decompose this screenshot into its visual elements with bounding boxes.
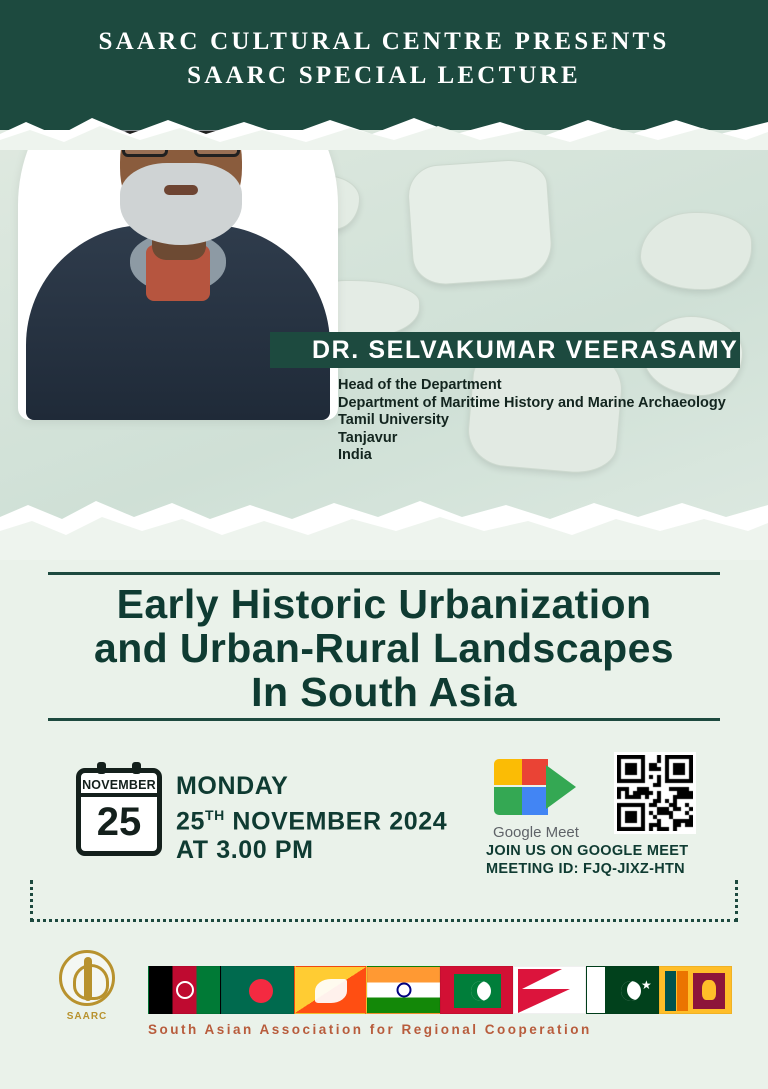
date-line (176, 801, 447, 836)
saarc-emblem-icon (59, 950, 115, 1006)
calendar-month: NOVEMBER (81, 773, 157, 797)
title-line-2: and Urban-Rural Landscapes (94, 625, 674, 671)
date-rest: NOVEMBER 2024 (224, 807, 448, 836)
affiliation-line: Head of the Department (338, 377, 502, 393)
join-line-1: JOIN US ON GOOGLE MEET (486, 843, 689, 859)
decorative-stone (406, 157, 554, 286)
schedule-text (176, 772, 447, 865)
affiliation-line: Tanjavur (338, 429, 398, 446)
time: AT 3.00 PM (176, 836, 314, 865)
google-meet-icon (488, 755, 584, 821)
title-line-1: Early Historic Urbanization (116, 581, 652, 627)
decorative-stone (640, 212, 752, 290)
weekday: MONDAY (176, 772, 289, 800)
google-meet-logo (486, 755, 586, 841)
india-flag (367, 966, 440, 1014)
affiliation-line: India (338, 447, 372, 463)
bangladesh-flag (221, 966, 294, 1014)
speaker-affiliation (338, 377, 726, 465)
torn-paper-edge-bottom (0, 455, 768, 560)
title-rule-bottom (48, 718, 720, 721)
calendar-day: 25 (96, 800, 142, 844)
pakistan-flag: ★ (586, 966, 659, 1014)
dotted-frame (30, 880, 738, 922)
saarc-logo-text: SAARC (66, 1011, 108, 1022)
maldives-flag (440, 966, 513, 1014)
torn-paper-edge-top (0, 104, 768, 150)
date-number: 25 (176, 807, 206, 836)
affiliation-line: Department of Maritime History and Marine Archaeology (338, 394, 726, 411)
title-rule-top (48, 572, 720, 575)
affiliation-line: Tamil University (338, 412, 449, 428)
qr-code[interactable] (614, 752, 696, 834)
nepal-flag (513, 966, 586, 1014)
afghanistan-flag (148, 966, 221, 1014)
poster-footer (0, 940, 768, 1089)
lecture-title (40, 582, 728, 714)
join-line-2: MEETING ID: FJQ-JIXZ-HTN (486, 861, 685, 877)
speaker-name: DR. SELVAKUMAR VEERASAMY (270, 332, 740, 368)
title-line-3: In South Asia (251, 669, 517, 715)
calendar-icon (76, 768, 162, 856)
footer-caption: South Asian Association for Regional Cooperation (148, 1022, 592, 1037)
header-line-1: SAARC CULTURAL CENTRE PRESENTS (98, 28, 670, 55)
date-suffix: TH (205, 807, 225, 823)
saarc-logo (44, 950, 130, 1022)
member-flags (148, 966, 732, 1014)
bhutan-flag (294, 966, 367, 1014)
srilanka-flag (659, 966, 732, 1014)
join-info (486, 842, 688, 878)
google-meet-label: Google Meet (493, 824, 579, 841)
header-line-2: SAARC SPECIAL LECTURE (187, 62, 581, 89)
